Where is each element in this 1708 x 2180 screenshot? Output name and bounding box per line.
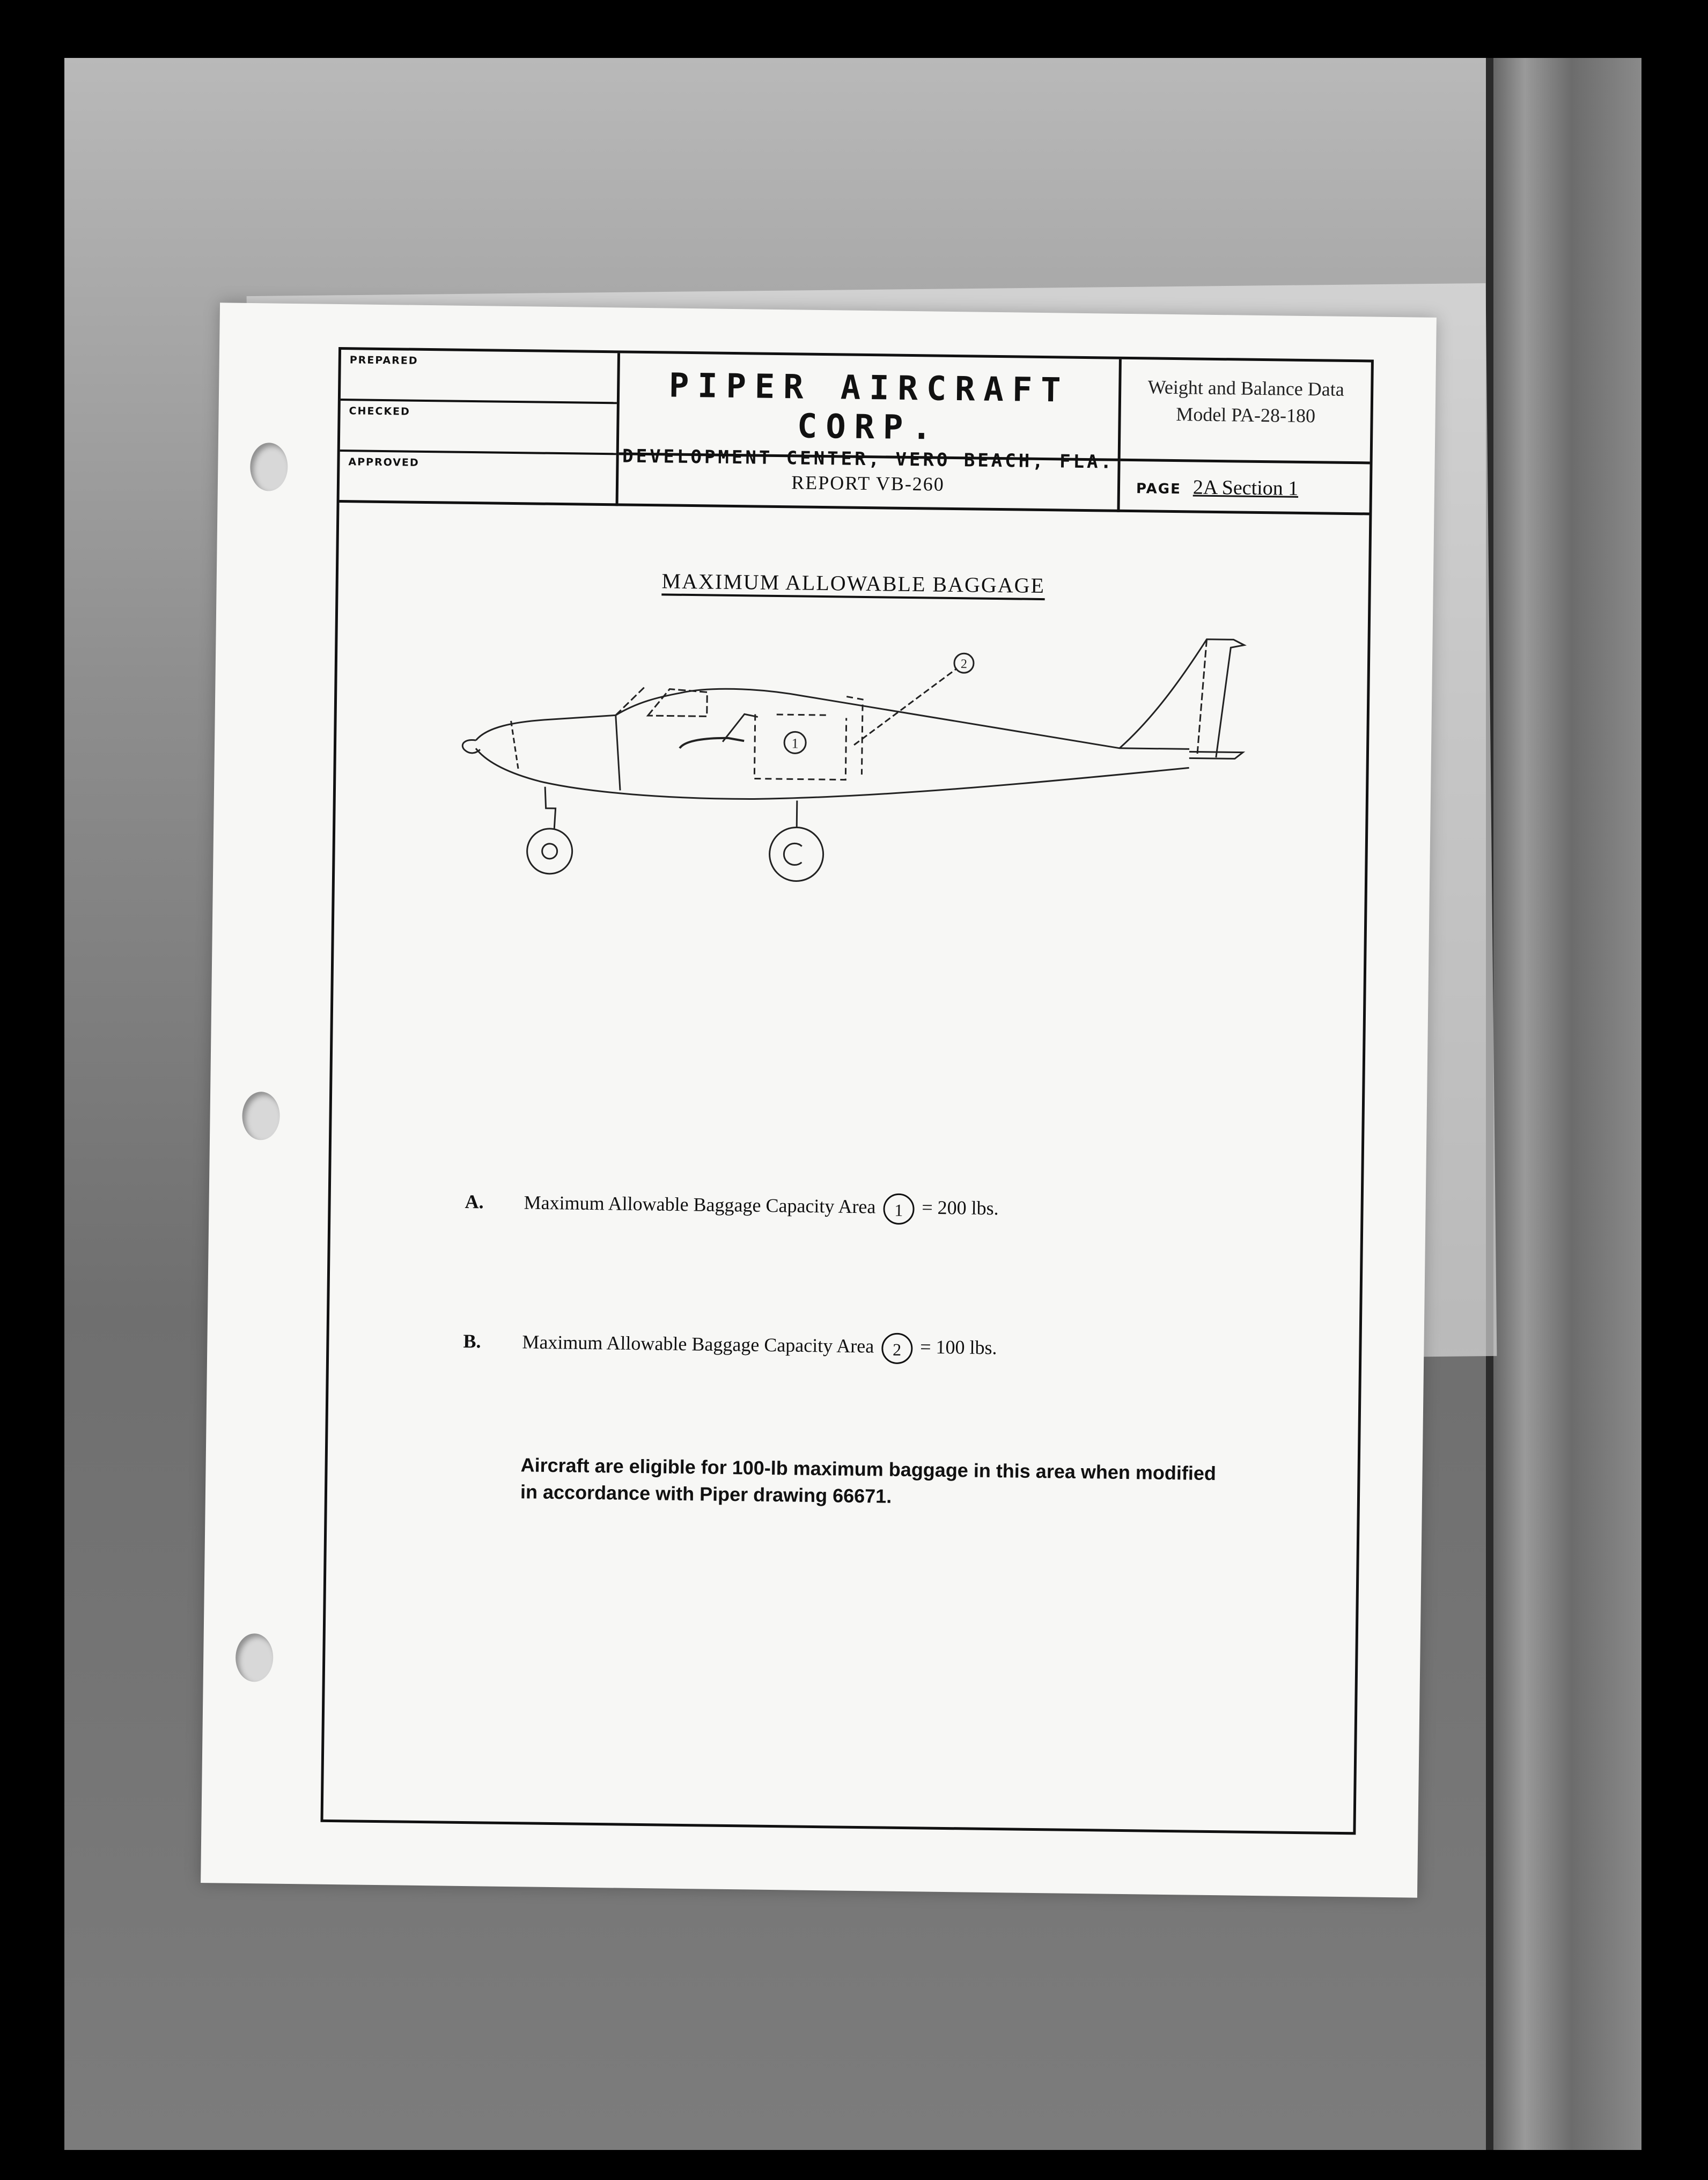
document-title-line1: Weight and Balance Data <box>1147 376 1344 400</box>
nose-gear-strut <box>544 787 556 830</box>
fuselage-outline <box>475 748 1189 804</box>
area-1-badge: 1 <box>883 1193 915 1225</box>
airplane-diagram <box>452 598 1293 941</box>
checked-label: CHECKED <box>349 405 411 418</box>
modification-note: Aircraft are eligible for 100-lb maximum baggage in this area when modified in accordance with Piper drawing 66671. <box>520 1454 1217 1507</box>
spinner <box>462 740 480 753</box>
punch-hole <box>235 1633 274 1682</box>
company-name: PIPER AIRCRAFT CORP. <box>668 365 1070 447</box>
item-value: = 200 lbs. <box>922 1196 999 1219</box>
rudder-line <box>1197 639 1207 755</box>
windshield <box>616 686 646 716</box>
nose-wheel <box>527 828 572 874</box>
item-value: = 100 lbs. <box>919 1336 997 1359</box>
main-wheel <box>769 827 823 881</box>
item-text: Maximum Allowable Baggage Capacity Area <box>522 1331 874 1357</box>
item-letter: B. <box>463 1330 481 1352</box>
binder-edge <box>1486 58 1641 2150</box>
signoff-block <box>340 350 620 506</box>
nose-wheel-hub <box>542 844 557 859</box>
fuselage-outline <box>476 686 1190 752</box>
division-name: DEVELOPMENT CENTER, VERO BEACH, FLA. <box>622 445 1115 473</box>
callout-2-label: 2 <box>960 657 968 672</box>
section-heading-text: MAXIMUM ALLOWABLE BAGGAGE <box>661 569 1046 598</box>
item-letter: A. <box>465 1191 484 1213</box>
list-item <box>463 1328 997 1365</box>
area-2-badge: 2 <box>881 1332 913 1364</box>
page-frame <box>320 347 1373 1835</box>
baggage-area-1 <box>754 715 846 780</box>
page-value: 2A Section 1 <box>1192 476 1299 500</box>
punch-hole <box>242 1092 280 1140</box>
vertical-tail <box>1120 638 1245 758</box>
document-sheet <box>201 303 1437 1897</box>
page-label: PAGE <box>1136 481 1182 498</box>
approved-label: APPROVED <box>348 456 419 469</box>
prepared-field <box>341 350 617 404</box>
report-number: REPORT VB-260 <box>619 455 1121 512</box>
seat <box>680 738 744 749</box>
checked-field <box>340 401 617 455</box>
main-wheel-hub <box>784 843 802 865</box>
punch-hole <box>250 443 288 491</box>
cowling-line <box>510 721 519 770</box>
company-block <box>619 353 1122 473</box>
cabin-door <box>845 697 863 775</box>
page-number-block <box>1120 461 1370 515</box>
list-item <box>465 1188 999 1226</box>
section-heading <box>338 564 1368 602</box>
prepared-label: PREPARED <box>349 354 418 367</box>
firewall-line <box>615 715 621 790</box>
document-title-block <box>1121 359 1371 465</box>
callout-1-label: 1 <box>791 735 799 752</box>
item-text: Maximum Allowable Baggage Capacity Area <box>524 1191 876 1218</box>
approved-field <box>340 452 616 503</box>
document-title-line2: Model PA-28-180 <box>1176 403 1316 427</box>
